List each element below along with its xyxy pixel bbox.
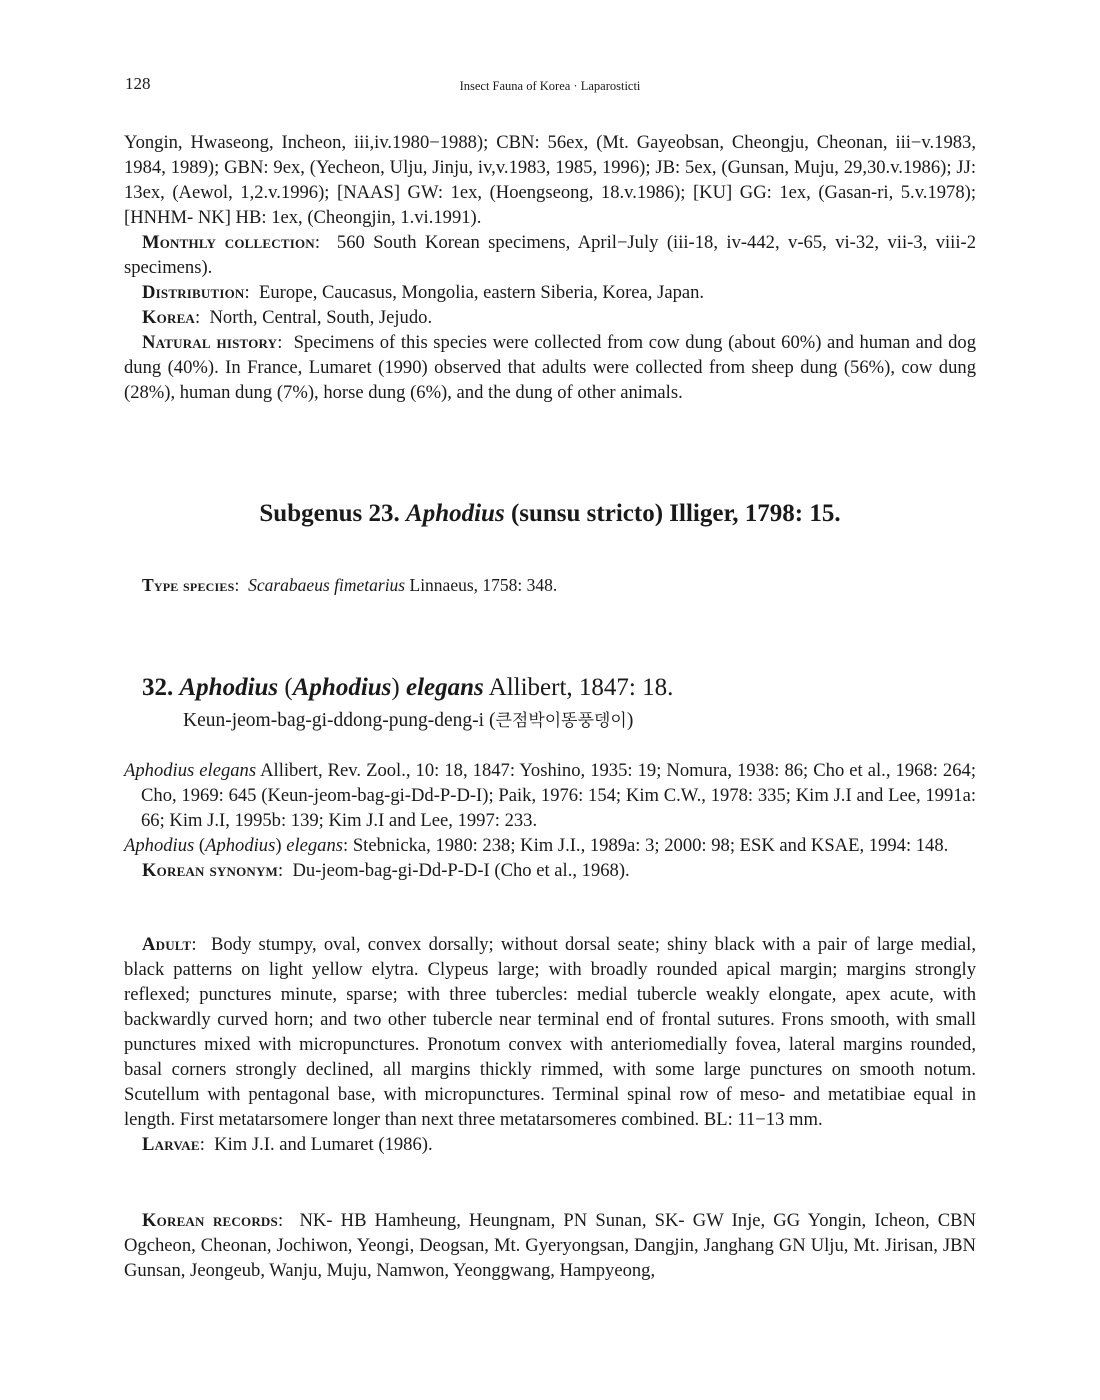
- distribution-text: Europe, Caucasus, Mongolia, eastern Siberia, Korea, Japan.: [259, 282, 705, 303]
- korean-records-paragraph: Korean records: NK- HB Hamheung, Heungnam, PN Sunan, SK- GW Inje, GG Yongin, Icheon, CBN Ogcheon, Cheonan, Jochiwon, Yeongi, Deogsan, Mt. Gyeryongsan, Dangjin, Janghang GN Ulju, Mt. Jirisan, JBN Gunsan, Jeongeub, Wanju, Muju, Namwon, Yeonggwang, Hampyeong,: [124, 1210, 976, 1281]
- natural-history-text: Specimens of this species were collected from cow dung (about 60%) and human and dog dung (40%). In France, Lumaret (1990) observed that adults were collected from sheep dung (56%), cow dung (28%), human dung (7%), horse dung (6%), and the dung of other animals.: [124, 332, 977, 403]
- monthly-collection-label: Monthly collection: [142, 232, 315, 253]
- monthly-collection-paragraph: Monthly collection: 560 South Korean specimens, April−July (iii-18, iv-442, v-65, vi-32, vii-3, viii-2 specimens).: [124, 232, 976, 278]
- larvae-paragraph: Larvae: Kim J.I. and Lumaret (1986).: [142, 1134, 433, 1155]
- korean-common-name: Keun-jeom-bag-gi-ddong-pung-deng-i (큰점박이똥풍뎅이): [183, 710, 634, 731]
- korea-paragraph: Korea: North, Central, South, Jejudo.: [142, 307, 433, 328]
- type-species-label: Type species: [142, 575, 235, 595]
- synonym-entry-2: Aphodius (Aphodius) elegans: Stebnicka, 1980: 238; Kim J.I., 1989a: 3; 2000: 98; ESK and KSAE, 1994: 148.: [124, 835, 949, 856]
- monthly-collection-text: 560 South Korean specimens, April−July (iii-18, iv-442, v-65, vi-32, vii-3, viii-2 specimens).: [124, 232, 976, 278]
- subgenus-heading: Subgenus 23. Aphodius (sunsu stricto) Illiger, 1798: 15.: [259, 500, 841, 527]
- running-title: Insect Fauna of Korea · Laparosticti: [459, 79, 641, 93]
- larvae-label: Larvae: [142, 1134, 200, 1155]
- korean-hangul-name: 큰점박이똥풍뎅이: [495, 711, 627, 731]
- korean-records-label: Korean records: [142, 1210, 278, 1231]
- adult-description-paragraph: Adult: Body stumpy, oval, convex dorsally; without dorsal seate; shiny black with a pair of large medial, black patterns on light yellow elytra. Clypeus large; with broadly rounded apical margin; margins strongly reflexed; punctures minute, sparse; with three tubercles: medial tubercle weakly elongate, apex acute, with backwardly curved horn; and two other tubercle near terminal end of frontal sutures. Frons smooth, with small punctures mixed with micropunctures. Pronotum convex with anteriomedially fovea, lateral margins rounded, basal corners strongly declined, all margins thickly rimmed, with some large punctures on smooth notum. Scutellum with pentagonal base, with micropunctures. Terminal spinal row of meso- and metatibiae equal in length. First metatarsomere longer than next three metatarsomeres combined. BL: 11−13 mm.: [124, 934, 976, 1130]
- type-species-paragraph: Type species: Scarabaeus fimetarius Linnaeus, 1758: 348.: [142, 575, 558, 595]
- natural-history-label: Natural history: [142, 332, 278, 353]
- distribution-label: Distribution: [142, 282, 245, 303]
- material-examined-continued: Yongin, Hwaseong, Incheon, iii,iv.1980−1988); CBN: 56ex, (Mt. Gayeobsan, Cheongju, Cheonan, iii−v.1983, 1984, 1989); GBN: 9ex, (Yecheon, Ulju, Jinju, iv,v.1983, 1985, 1996); JB: 5ex, (Gunsan, Muju, 29,30.v.1986); JJ: 13ex, (Aewol, 1,2.v.1996); [NAAS] GW: 1ex, (Hoengseong, 18.v.1986); [KU] GG: 1ex, (Gasan-ri, 5.v.1978); [HNHM- NK] HB: 1ex, (Cheongjin, 1.vi.1991).: [124, 132, 976, 228]
- type-species-author: Linnaeus, 1758: 348.: [405, 575, 558, 595]
- korean-records-section: [124, 1208, 976, 1283]
- synonymy-section: [124, 758, 976, 883]
- korea-text: North, Central, South, Jejudo.: [209, 307, 433, 328]
- natural-history-paragraph: Natural history: Specimens of this species were collected from cow dung (about 60%) and human and dog dung (40%). In France, Lumaret (1990) observed that adults were collected from sheep dung (56%), cow dung (28%), human dung (7%), horse dung (6%), and the dung of other animals.: [124, 332, 977, 403]
- subgenus-name: Aphodius: [406, 500, 505, 527]
- distribution-paragraph: Distribution: Europe, Caucasus, Mongolia, eastern Siberia, Korea, Japan.: [142, 282, 705, 303]
- species-heading: 32. Aphodius (Aphodius) elegans Allibert, 1847: 18.: [142, 674, 674, 701]
- previous-species-section: [124, 130, 976, 405]
- synonym-entry-1: Aphodius elegans Allibert, Rev. Zool., 10: 18, 1847: Yoshino, 1935: 19; Nomura, 1938: 86; Cho et al., 1968: 264; Cho, 1969: 645 (Keun-jeom-bag-gi-Dd-P-D-I); Paik, 1976: 154; Kim C.W., 1978: 335; Kim J.I and Lee, 1991a: 66; Kim J.I, 1995b: 139; Kim J.I and Lee, 1997: 233.: [124, 760, 976, 831]
- adult-label: Adult: [142, 934, 192, 955]
- korea-label: Korea: [142, 307, 196, 328]
- page-number: 128: [125, 74, 151, 93]
- adult-section: [124, 932, 976, 1157]
- korean-synonym-label: Korean synonym: [142, 860, 279, 881]
- korean-synonym-paragraph: Korean synonym: Du-jeom-bag-gi-Dd-P-D-I (Cho et al., 1968).: [142, 860, 630, 881]
- type-species-name: Scarabaeus fimetarius: [248, 575, 406, 595]
